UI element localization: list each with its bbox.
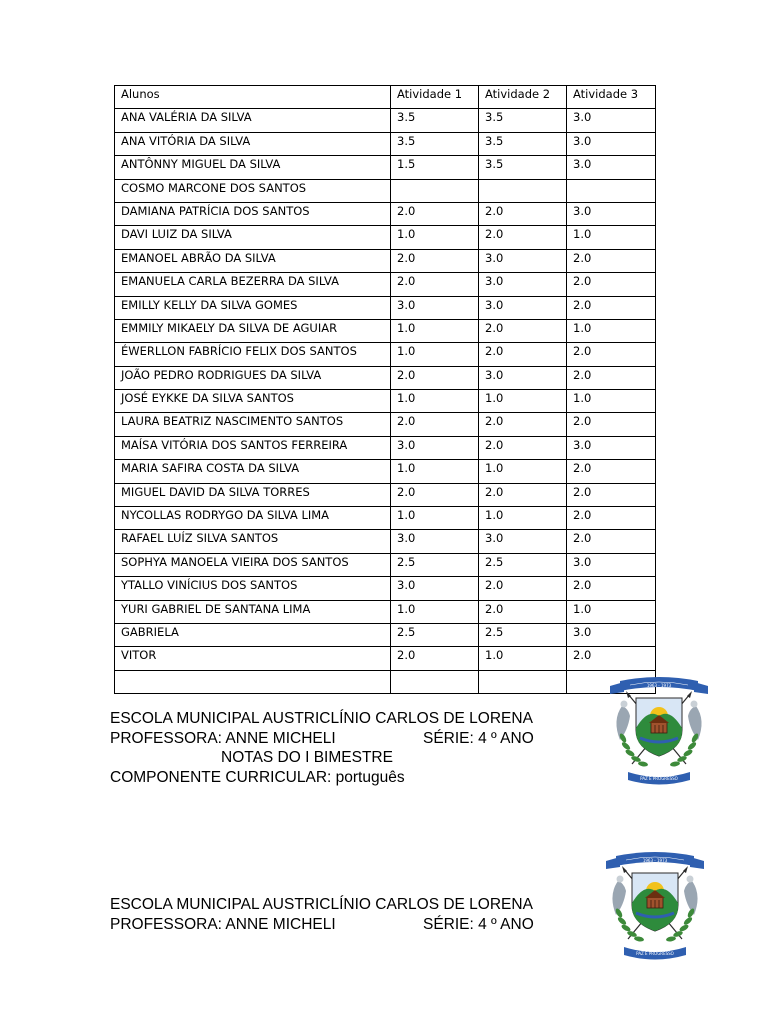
atividade-2-cell: 2.5 bbox=[479, 623, 567, 646]
atividade-3-cell: 3.0 bbox=[567, 132, 656, 155]
school-header-2 bbox=[110, 895, 533, 934]
atividade-1-cell: 2.0 bbox=[391, 273, 479, 296]
atividade-2-cell: 1.0 bbox=[479, 460, 567, 483]
atividade-2-cell: 3.0 bbox=[479, 530, 567, 553]
atividade-1-cell: 1.0 bbox=[391, 460, 479, 483]
report-title: NOTAS DO I BIMESTRE bbox=[221, 749, 393, 766]
student-name-cell: YTALLO VINÍCIUS DOS SANTOS bbox=[115, 577, 391, 600]
atividade-3-cell: 2.0 bbox=[567, 577, 656, 600]
table-row bbox=[115, 249, 656, 272]
atividade-3-cell bbox=[567, 179, 656, 202]
student-name-cell: MARIA SAFIRA COSTA DA SILVA bbox=[115, 460, 391, 483]
atividade-2-cell: 2.0 bbox=[479, 413, 567, 436]
atividade-2-cell: 2.0 bbox=[479, 226, 567, 249]
atividade-2-cell: 3.5 bbox=[479, 109, 567, 132]
student-name-cell: RAFAEL LUÍZ SILVA SANTOS bbox=[115, 530, 391, 553]
table-row bbox=[115, 600, 656, 623]
table-row bbox=[115, 507, 656, 530]
atividade-1-cell: 1.0 bbox=[391, 507, 479, 530]
atividade-1-cell: 2.0 bbox=[391, 202, 479, 225]
teacher-name: PROFESSORA: ANNE MICHELI bbox=[110, 729, 336, 747]
atividade-2-cell: 1.0 bbox=[479, 647, 567, 670]
table-row bbox=[115, 553, 656, 576]
atividade-1-cell: 3.0 bbox=[391, 577, 479, 600]
table-row bbox=[115, 623, 656, 646]
atividade-2-cell: 1.0 bbox=[479, 507, 567, 530]
student-name-cell: JOÃO PEDRO RODRIGUES DA SILVA bbox=[115, 366, 391, 389]
teacher-grade-line bbox=[110, 729, 533, 749]
student-name-cell: NYCOLLAS RODRYGO DA SILVA LIMA bbox=[115, 507, 391, 530]
student-name-cell: JOSÉ EYKKE DA SILVA SANTOS bbox=[115, 390, 391, 413]
table-row bbox=[115, 390, 656, 413]
atividade-1-cell: 1.0 bbox=[391, 390, 479, 413]
atividade-2-cell: 2.0 bbox=[479, 319, 567, 342]
atividade-2-cell: 1.0 bbox=[479, 390, 567, 413]
table-row bbox=[115, 132, 656, 155]
ribbon-top-text: 1963 - 1973 bbox=[642, 858, 668, 863]
student-name-cell: EMANUELA CARLA BEZERRA DA SILVA bbox=[115, 273, 391, 296]
atividade-3-cell: 3.0 bbox=[567, 156, 656, 179]
atividade-1-cell: 2.5 bbox=[391, 553, 479, 576]
atividade-3-cell: 3.0 bbox=[567, 623, 656, 646]
atividade-1-cell: 1.0 bbox=[391, 319, 479, 342]
table-row bbox=[115, 647, 656, 670]
ribbon-bottom-text: PAZ E PROGRESSO bbox=[636, 951, 674, 956]
table-row bbox=[115, 413, 656, 436]
table-row bbox=[115, 436, 656, 459]
atividade-1-cell: 1.0 bbox=[391, 226, 479, 249]
atividade-3-cell: 3.0 bbox=[567, 553, 656, 576]
student-name-cell: ANA VALÉRIA DA SILVA bbox=[115, 109, 391, 132]
student-name-cell: ÉWERLLON FABRÍCIO FELIX DOS SANTOS bbox=[115, 343, 391, 366]
header-cell-atividade-3: Atividade 3 bbox=[567, 86, 656, 109]
student-name-cell: MIGUEL DAVID DA SILVA TORRES bbox=[115, 483, 391, 506]
atividade-2-cell: 3.5 bbox=[479, 132, 567, 155]
student-name-cell bbox=[115, 670, 391, 693]
atividade-2-cell bbox=[479, 670, 567, 693]
atividade-3-cell: 2.0 bbox=[567, 343, 656, 366]
header-cell-atividade-2: Atividade 2 bbox=[479, 86, 567, 109]
table-row bbox=[115, 202, 656, 225]
student-name-cell: EMILLY KELLY DA SILVA GOMES bbox=[115, 296, 391, 319]
table-row bbox=[115, 530, 656, 553]
student-name-cell: COSMO MARCONE DOS SANTOS bbox=[115, 179, 391, 202]
atividade-3-cell: 2.0 bbox=[567, 273, 656, 296]
table-row bbox=[115, 226, 656, 249]
student-name-cell: ANA VITÓRIA DA SILVA bbox=[115, 132, 391, 155]
student-name-cell: EMMILY MIKAELY DA SILVA DE AGUIAR bbox=[115, 319, 391, 342]
atividade-3-cell: 2.0 bbox=[567, 483, 656, 506]
table-row bbox=[115, 296, 656, 319]
atividade-1-cell: 1.0 bbox=[391, 600, 479, 623]
atividade-3-cell: 3.0 bbox=[567, 202, 656, 225]
atividade-1-cell: 3.0 bbox=[391, 296, 479, 319]
table-row bbox=[115, 460, 656, 483]
atividade-1-cell: 1.0 bbox=[391, 343, 479, 366]
table-header-row bbox=[115, 86, 656, 109]
atividade-3-cell: 1.0 bbox=[567, 390, 656, 413]
table-row bbox=[115, 273, 656, 296]
atividade-1-cell: 3.5 bbox=[391, 109, 479, 132]
header-cell-atividade-1: Atividade 1 bbox=[391, 86, 479, 109]
atividade-3-cell: 2.0 bbox=[567, 296, 656, 319]
atividade-1-cell: 1.5 bbox=[391, 156, 479, 179]
atividade-3-cell: 2.0 bbox=[567, 460, 656, 483]
table-row bbox=[115, 179, 656, 202]
school-name: ESCOLA MUNICIPAL AUSTRICLÍNIO CARLOS DE LORENA bbox=[110, 896, 533, 913]
atividade-2-cell: 2.0 bbox=[479, 577, 567, 600]
atividade-3-cell: 2.0 bbox=[567, 507, 656, 530]
student-name-cell: VITOR bbox=[115, 647, 391, 670]
atividade-2-cell bbox=[479, 179, 567, 202]
atividade-3-cell: 2.0 bbox=[567, 530, 656, 553]
student-name-cell: EMANOEL ABRÃO DA SILVA bbox=[115, 249, 391, 272]
atividade-3-cell: 2.0 bbox=[567, 413, 656, 436]
atividade-1-cell: 2.5 bbox=[391, 623, 479, 646]
atividade-2-cell: 3.0 bbox=[479, 296, 567, 319]
table-row bbox=[115, 156, 656, 179]
subject-line: COMPONENTE CURRICULAR: português bbox=[110, 768, 405, 786]
grade-level: SÉRIE: 4 º ANO bbox=[423, 729, 534, 747]
atividade-1-cell: 2.0 bbox=[391, 483, 479, 506]
atividade-2-cell: 3.5 bbox=[479, 156, 567, 179]
atividade-2-cell: 2.5 bbox=[479, 553, 567, 576]
atividade-1-cell: 3.5 bbox=[391, 132, 479, 155]
school-header-1 bbox=[110, 709, 533, 787]
teacher-name: PROFESSORA: ANNE MICHELI bbox=[110, 915, 336, 933]
table-row bbox=[115, 109, 656, 132]
atividade-1-cell bbox=[391, 670, 479, 693]
atividade-2-cell: 2.0 bbox=[479, 600, 567, 623]
atividade-2-cell: 2.0 bbox=[479, 483, 567, 506]
table-row bbox=[115, 577, 656, 600]
table-row bbox=[115, 483, 656, 506]
student-name-cell: GABRIELA bbox=[115, 623, 391, 646]
table-row bbox=[115, 343, 656, 366]
grades-table bbox=[114, 85, 656, 694]
atividade-2-cell: 2.0 bbox=[479, 436, 567, 459]
atividade-1-cell: 3.0 bbox=[391, 436, 479, 459]
atividade-3-cell: 1.0 bbox=[567, 319, 656, 342]
student-name-cell: YURI GABRIEL DE SANTANA LIMA bbox=[115, 600, 391, 623]
atividade-1-cell: 3.0 bbox=[391, 530, 479, 553]
ribbon-bottom-text: PAZ E PROGRESSO bbox=[640, 776, 678, 781]
emblem-container-2 bbox=[602, 851, 708, 963]
table-row bbox=[115, 366, 656, 389]
header-cell-alunos: Alunos bbox=[115, 86, 391, 109]
municipal-emblem bbox=[606, 676, 712, 788]
atividade-2-cell: 3.0 bbox=[479, 366, 567, 389]
student-name-cell: DAVI LUIZ DA SILVA bbox=[115, 226, 391, 249]
atividade-3-cell: 1.0 bbox=[567, 600, 656, 623]
grade-level: SÉRIE: 4 º ANO bbox=[423, 915, 534, 933]
ribbon-top-text: 1963 - 1973 bbox=[646, 683, 672, 688]
grades-table-body bbox=[115, 86, 656, 694]
student-name-cell: MAÍSA VITÓRIA DOS SANTOS FERREIRA bbox=[115, 436, 391, 459]
student-name-cell: LAURA BEATRIZ NASCIMENTO SANTOS bbox=[115, 413, 391, 436]
atividade-1-cell: 2.0 bbox=[391, 413, 479, 436]
atividade-1-cell: 2.0 bbox=[391, 366, 479, 389]
table-row bbox=[115, 319, 656, 342]
school-name: ESCOLA MUNICIPAL AUSTRICLÍNIO CARLOS DE LORENA bbox=[110, 710, 533, 727]
atividade-1-cell bbox=[391, 179, 479, 202]
atividade-2-cell: 2.0 bbox=[479, 343, 567, 366]
atividade-1-cell: 2.0 bbox=[391, 249, 479, 272]
atividade-1-cell: 2.0 bbox=[391, 647, 479, 670]
atividade-3-cell: 2.0 bbox=[567, 647, 656, 670]
atividade-3-cell: 1.0 bbox=[567, 226, 656, 249]
student-name-cell: ANTÔNNY MIGUEL DA SILVA bbox=[115, 156, 391, 179]
atividade-2-cell: 2.0 bbox=[479, 202, 567, 225]
atividade-3-cell: 3.0 bbox=[567, 109, 656, 132]
atividade-2-cell: 3.0 bbox=[479, 249, 567, 272]
teacher-grade-line bbox=[110, 915, 533, 935]
table-row bbox=[115, 670, 656, 693]
student-name-cell: DAMIANA PATRÍCIA DOS SANTOS bbox=[115, 202, 391, 225]
emblem-container-1 bbox=[606, 676, 712, 788]
atividade-2-cell: 3.0 bbox=[479, 273, 567, 296]
atividade-3-cell: 2.0 bbox=[567, 249, 656, 272]
municipal-emblem bbox=[602, 851, 708, 963]
student-name-cell: SOPHYA MANOELA VIEIRA DOS SANTOS bbox=[115, 553, 391, 576]
atividade-3-cell: 3.0 bbox=[567, 436, 656, 459]
atividade-3-cell: 2.0 bbox=[567, 366, 656, 389]
